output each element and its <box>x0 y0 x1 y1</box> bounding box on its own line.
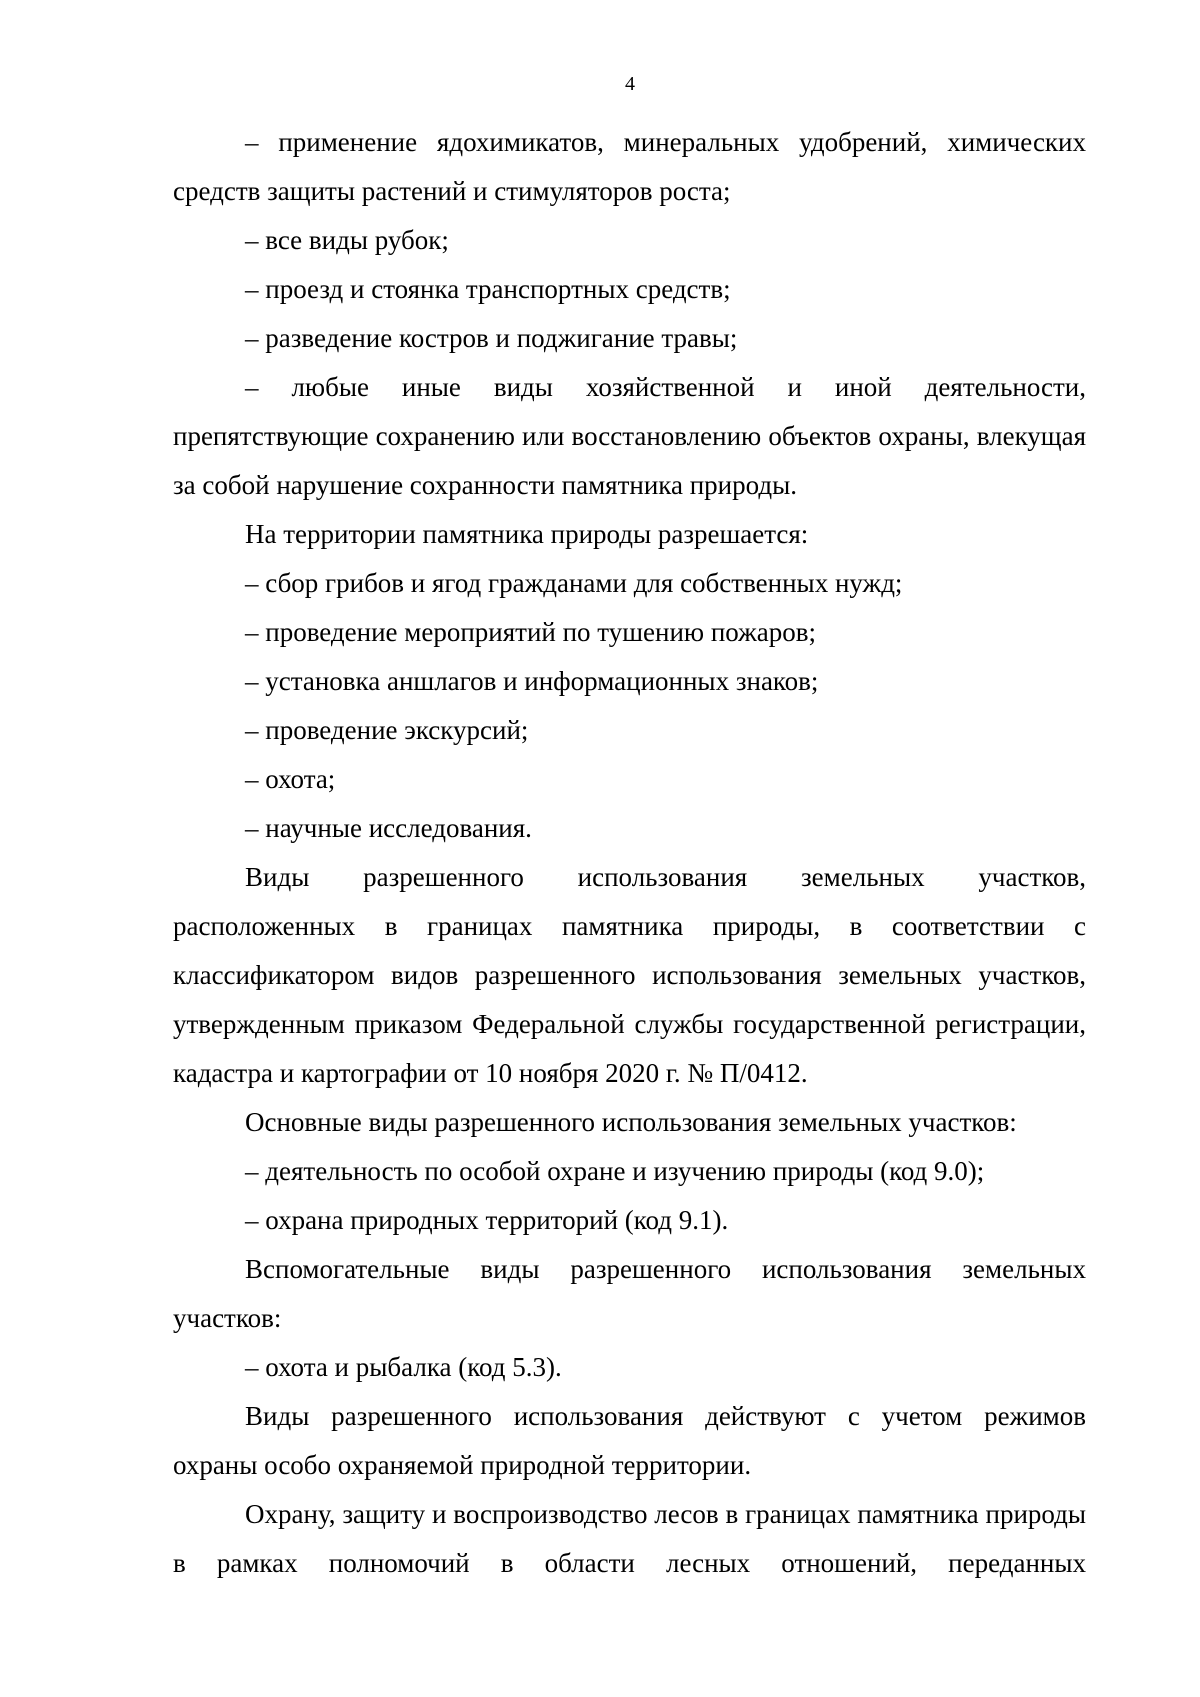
page-number: 4 <box>625 73 635 95</box>
paragraph: – применение ядохимикатов, минеральных удобрений, химических средств защиты растений и стимуляторов роста; <box>173 127 1086 206</box>
paragraph: – любые иные виды хозяйственной и иной деятельности, препятствующие сохранению или восстановлению объектов охраны, влекущая за собой нарушение сохранности памятника природы. <box>173 372 1086 500</box>
paragraph: Виды разрешенного использования земельных участков, расположенных в границах памятника природы, в соответствии с классификатором видов разрешенного использования земельных участков, утвержденным приказом Федеральной службы государственной регистрации, кадастра и картографии от 10 ноября 2020 г. № П/0412. <box>173 862 1086 1088</box>
paragraph: – охрана природных территорий (код 9.1). <box>245 1205 729 1235</box>
paragraph: – охота; <box>245 764 336 794</box>
paragraph: – деятельность по особой охране и изучению природы (код 9.0); <box>245 1156 985 1186</box>
paragraph: – охота и рыбалка (код 5.3). <box>245 1352 562 1382</box>
paragraph: – научные исследования. <box>245 813 532 843</box>
paragraph: – все виды рубок; <box>245 225 449 255</box>
paragraph: – разведение костров и поджигание травы; <box>245 323 738 353</box>
paragraph: – проезд и стоянка транспортных средств; <box>245 274 731 304</box>
paragraph: – проведение экскурсий; <box>245 715 529 745</box>
paragraph: – установка аншлагов и информационных знаков; <box>245 666 819 696</box>
document-body <box>173 118 1086 1588</box>
paragraph: Вспомогательные виды разрешенного использования земельных участков: <box>173 1254 1086 1333</box>
paragraph: Виды разрешенного использования действуют с учетом режимов охраны особо охраняемой природной территории. <box>173 1401 1086 1480</box>
paragraph: – проведение мероприятий по тушению пожаров; <box>245 617 817 647</box>
paragraph: На территории памятника природы разрешается: <box>245 519 809 549</box>
paragraph: Охрану, защиту и воспроизводство лесов в границах памятника природы в рамках полномочий в области лесных отношений, переданных <box>173 1499 1086 1578</box>
paragraph: Основные виды разрешенного использования земельных участков: <box>245 1107 1017 1137</box>
paragraph: – сбор грибов и ягод гражданами для собственных нужд; <box>245 568 903 598</box>
